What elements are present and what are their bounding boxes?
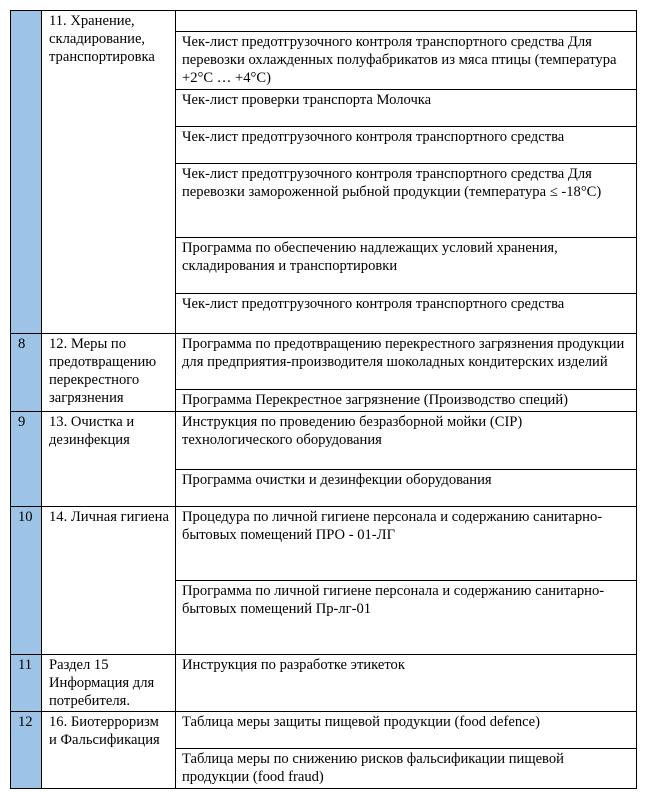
document-cell — [176, 32, 637, 90]
document-cell — [176, 294, 637, 334]
document-text: Программа по обеспечению надлежащих условий хранения, складирования и транспортировки — [182, 240, 558, 274]
document-text: Чек-лист предотгрузочного контроля транспортного средства Для перевозки замороженной рыбной продукции (температура ≤ -18°С) — [182, 166, 602, 200]
section-cell — [42, 655, 176, 712]
document-text: Программа очистки и дезинфекции оборудования — [182, 472, 492, 488]
document-text: Чек-лист предотгрузочного контроля транспортного средства Для перевозки охлажденных полуфабрикатов из мяса птицы (температура +2°С … +4°С) — [182, 34, 617, 86]
document-cell — [176, 390, 637, 412]
section-title: Раздел 15 Информация для потребителя. — [49, 657, 155, 709]
document-text: Процедура по личной гигиене персонала и содержанию санитарно-бытовых помещений ПРО - 01-ЛГ — [182, 509, 603, 543]
document-cell — [176, 334, 637, 390]
document-cell — [176, 470, 637, 507]
document-text: Инструкция по проведению безразборной мойки (CIP) технологического оборудования — [182, 414, 523, 448]
document-cell — [176, 412, 637, 470]
document-text: Чек-лист предотгрузочного контроля транспортного средства — [182, 296, 565, 312]
row-number-cell: 9 — [11, 412, 42, 507]
document-text: Программа Перекрестное загрязнение (Производство специй) — [182, 392, 569, 408]
document-cell — [176, 90, 637, 127]
row-number-cell — [11, 11, 42, 334]
section-cell — [42, 334, 176, 412]
document-text: Чек-лист предотгрузочного контроля транспортного средства — [182, 129, 565, 145]
document-cell — [176, 11, 637, 32]
document-cell — [176, 712, 637, 749]
section-title: 11. Хранение, складирование, транспортировка — [49, 13, 155, 65]
document-cell — [176, 238, 637, 294]
row-number-cell: 11 — [11, 655, 42, 712]
section-title: 16. Биотерроризм и Фальсификация — [49, 714, 160, 748]
section-cell — [42, 712, 176, 789]
section-title: 13. Очистка и дезинфекция — [49, 414, 135, 448]
documents-table — [10, 10, 637, 789]
row-number-cell: 12 — [11, 712, 42, 789]
section-cell — [42, 11, 176, 334]
document-cell — [176, 127, 637, 164]
document-cell — [176, 749, 637, 789]
section-cell — [42, 507, 176, 655]
document-text: Таблица меры по снижению рисков фальсификации пищевой продукции (food fraud) — [182, 751, 564, 785]
document-cell — [176, 655, 637, 712]
row-number-cell: 8 — [11, 334, 42, 412]
section-title: 12. Меры по предотвращению перекрестного загрязнения — [49, 336, 157, 406]
document-text: Таблица меры защиты пищевой продукции (food defence) — [182, 714, 540, 730]
row-number-cell: 10 — [11, 507, 42, 655]
document-cell — [176, 581, 637, 655]
document-cell — [176, 507, 637, 581]
section-title: 14. Личная гигиена — [49, 509, 169, 525]
document-text: Программа по предотвращению перекрестного загрязнения продукции для предприятия-производителя шоколадных кондитерских изделий — [182, 336, 625, 370]
document-text: Инструкция по разработке этикеток — [182, 657, 405, 673]
document-cell — [176, 164, 637, 238]
section-cell — [42, 412, 176, 507]
document-text: Программа по личной гигиене персонала и содержанию санитарно-бытовых помещений Пр-лг-01 — [182, 583, 605, 617]
document-text: Чек-лист проверки транспорта Молочка — [182, 92, 432, 108]
